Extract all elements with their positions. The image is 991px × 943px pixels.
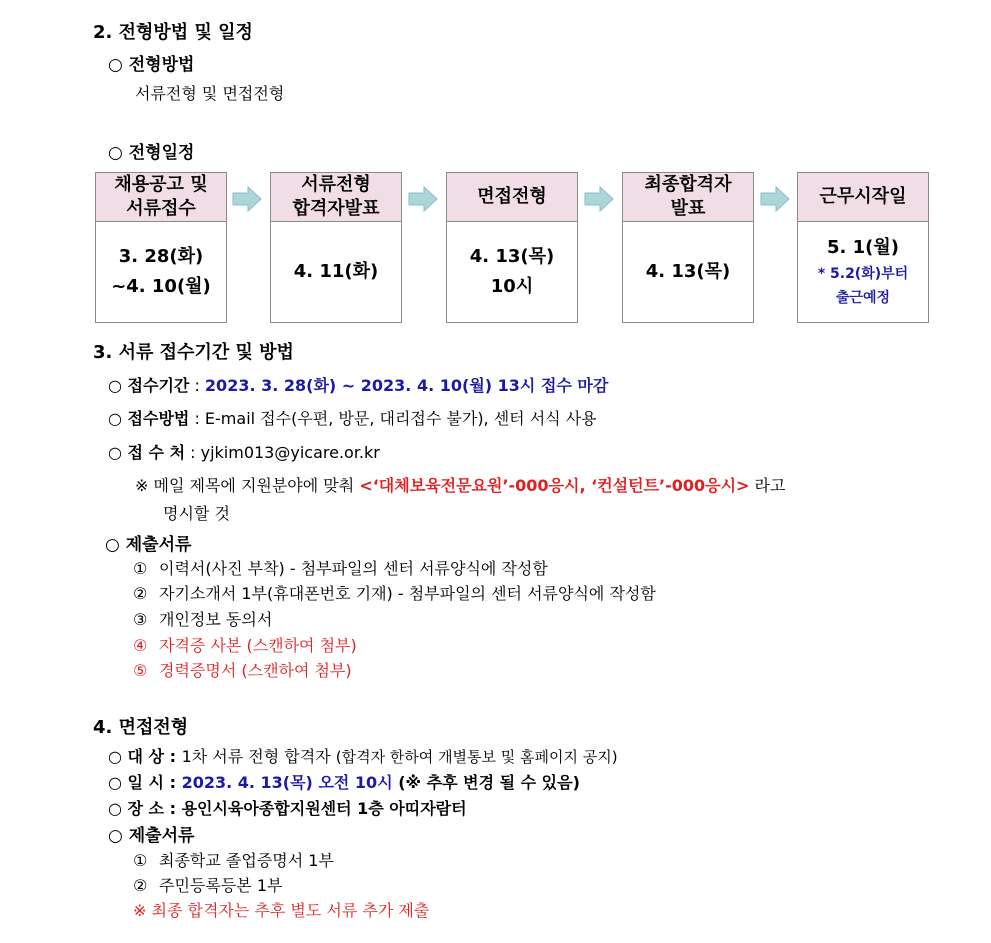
method-label: ○ 접수방법 (108, 409, 190, 428)
method-text: 서류전형 및 면접전형 (135, 84, 285, 103)
schedule-step-4 (622, 172, 754, 323)
step-title: 근무시작일 (798, 173, 928, 222)
doc-item: ① 이력서(사진 부착) - 첨부파일의 센터 서류양식에 작성함 (133, 559, 548, 578)
schedule-heading: ○ 전형일정 (108, 143, 195, 163)
docs-heading: ○ 제출서류 (105, 535, 192, 555)
schedule-step-3 (446, 172, 578, 323)
final-note: ※ 최종 합격자는 추후 별도 서류 추가 제출 (133, 901, 430, 920)
doc-item: ① 최종학교 졸업증명서 1부 (133, 851, 334, 870)
interview-location: 용인시육아종합지원센터 1층 아띠자람터 (181, 799, 467, 818)
notice-line: ※ 메일 제목에 지원분야에 맞춰 <‘대체보육전문요원’-000응시, ‘컨설턴트’-000응시> 라고 (135, 476, 786, 495)
email-address: : yjkim013@yicare.or.kr (185, 443, 380, 462)
step-title: 서류전형 합격자발표 (271, 173, 401, 222)
arrow-right-icon (232, 186, 262, 212)
section-4-title: 4. 면접전형 (93, 717, 189, 738)
step-date: 4. 13(목) (645, 261, 731, 282)
period-value: 2023. 3. 28(화) ~ 2023. 4. 10(월) 13시 접수 마감 (204, 376, 609, 395)
period-line: ○ 접수기간 : 2023. 3. 28(화) ~ 2023. 4. 10(월) 13시 접수 마감 (108, 376, 609, 395)
method-line (108, 406, 597, 429)
method-heading: ○ 전형방법 (108, 55, 195, 75)
doc-item: ⑤ 경력증명서 (스캔하여 첨부) (133, 661, 352, 680)
time-line: ○ 일 시 : 2023. 4. 13(목) 오전 10시 (※ 추후 변경 될 수 있음) (108, 773, 580, 792)
location-line: ○ 장 소 : 용인시육아종합지원센터 1층 아띠자람터 (108, 799, 467, 818)
schedule-step-1 (95, 172, 227, 323)
place-line (108, 440, 380, 463)
interview-docs-heading: ○ 제출서류 (108, 826, 195, 846)
arrow-right-icon (760, 186, 790, 212)
step-date: 4. 13(목) 10시 (469, 246, 555, 297)
notice-line-2: 명시할 것 (163, 504, 230, 523)
doc-item: ③ 개인정보 동의서 (133, 610, 273, 629)
step-title: 최종합격자 발표 (623, 173, 753, 222)
arrow-right-icon (408, 186, 438, 212)
doc-item: ② 자기소개서 1부(휴대폰번호 기재) - 첨부파일의 센터 서류양식에 작성함 (133, 584, 656, 603)
target-line: ○ 대 상 : 1차 서류 전형 합격자 (합격자 한하여 개별통보 및 홈페이지 공지) (108, 747, 618, 766)
interview-time: 2023. 4. 13(목) 오전 10시 (181, 773, 393, 792)
section-2-title: 2. 전형방법 및 일정 (93, 22, 253, 43)
method-value: : E-mail 접수(우편, 방문, 대리접수 불가), 센터 서식 사용 (189, 409, 597, 428)
step-date: 5. 1(월) * 5.2(화)부터 출근예정 (798, 222, 928, 322)
step-date: 3. 28(화) ~4. 10(월) (111, 246, 211, 297)
step-note: * 5.2(화)부터 (817, 266, 909, 282)
step-title: 채용공고 및 서류접수 (96, 173, 226, 222)
doc-item: ② 주민등록등본 1부 (133, 876, 283, 895)
section-3-title: 3. 서류 접수기간 및 방법 (93, 342, 294, 363)
schedule-step-2 (270, 172, 402, 323)
place-label: ○ 접 수 처 (108, 443, 186, 462)
notice-subject-format: <‘대체보육전문요원’-000응시, ‘컨설턴트’-000응시> (359, 476, 750, 495)
schedule-step-5 (797, 172, 929, 323)
step-title: 면접전형 (447, 173, 577, 222)
arrow-right-icon (584, 186, 614, 212)
step-note: 출근예정 (835, 290, 891, 306)
period-label: ○ 접수기간 (108, 376, 190, 395)
doc-item: ④ 자격증 사본 (스캔하여 첨부) (133, 636, 357, 655)
step-date: 4. 11(화) (293, 261, 379, 282)
